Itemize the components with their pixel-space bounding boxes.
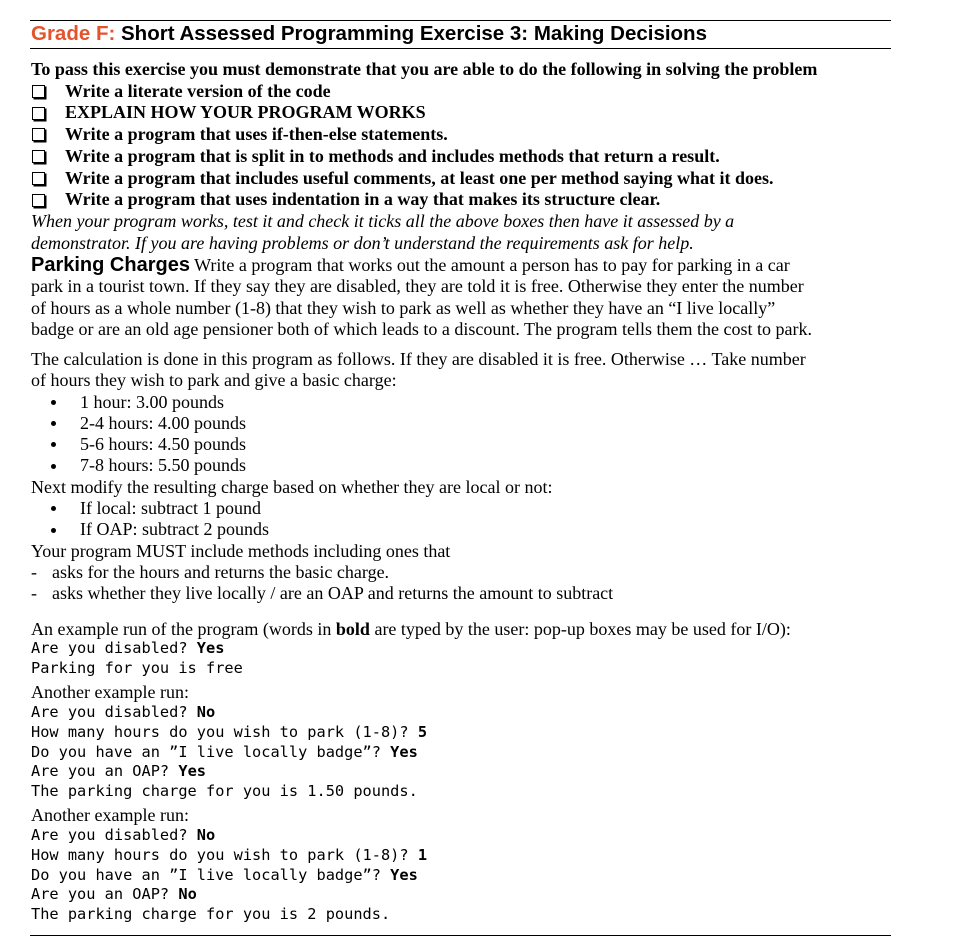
charge-item: 2-4 hours: 4.00 pounds [31,413,911,434]
charge-item: 5-6 hours: 4.50 pounds [31,434,911,455]
requirement-item: EXPLAIN HOW YOUR PROGRAM WORKS [31,102,911,124]
page-title [31,22,707,46]
checkbox-icon [32,128,45,141]
example-intro: An example run of the program (words in bold are typed by the user: pop-up boxes may be used for I/O): [31,619,791,639]
example-run-1: Are you disabled? Yes Parking for you is free [31,639,243,677]
grade-label: Grade F: [31,22,116,45]
requirements-intro: To pass this exercise you must demonstrate that you are able to do the following in solving the problem [31,59,818,79]
another-example-heading: Another example run: [31,682,189,702]
requirement-item: Write a program that uses if-then-else statements. [31,124,911,146]
requirement-item: Write a program that uses indentation in a way that makes its structure clear. [31,189,911,211]
requirement-item: Write a program that is split in to methods and includes methods that return a result. [31,146,911,168]
requirement-item: Write a program that includes useful comments, at least one per method saying what it does. [31,168,911,190]
example-run-3: Are you disabled? No How many hours do you wish to park (1-8)? 1 Do you have an ”I live locally badge”? Yes Are you an OAP? No The parking charge for you is 2 pounds. [31,826,428,924]
discount-item: If OAP: subtract 2 pounds [31,519,911,540]
calculation-section: The calculation is done in this program as follows. If they are disabled it is free. Otherwise … Take number of hours they wish to park and give a basic charge: 1 hour: 3.00 pounds 2-4 hours: 4.00 pounds 5-6 hours: 4.50 pounds 7-8 hours: 5.50 pounds Next modify the resulting charge based on whether they are local or not: If local: subtract 1 pound If OAP: subtract 2 pounds Your program MUST include methods including ones that - asks for the hours and returns the basic charge. - asks whether they live locally / are an OAP and returns the amount to subtract [31,349,911,605]
task-description: Parking Charges Write a program that works out the amount a person has to pay for parking in a car park in a tourist town. If they say they are disabled, they are told it is free. Otherwise they enter the number of hours as a whole number (1-8) that they wish to park as well as whether they have an “I live locally” badge or are an old age pensioner both of which leads to a discount. The program tells them the cost to park. [31,254,812,339]
dash-icon: - [31,561,37,582]
bullet-icon [51,528,56,533]
bullet-icon [51,506,56,511]
task-heading: Parking Charges [31,254,190,276]
method-item: - asks for the hours and returns the basic charge. [31,561,390,582]
example-run-2: Are you disabled? No How many hours do you wish to park (1-8)? 5 Do you have an ”I live locally badge”? Yes Are you an OAP? Yes The parking charge for you is 1.50 pounds. [31,703,428,801]
top-rule [30,20,891,21]
title-underline [30,48,891,49]
charge-item: 7-8 hours: 5.50 pounds [31,455,911,476]
title-text: Short Assessed Programming Exercise 3: Making Decisions [121,22,707,45]
checkbox-icon [32,107,45,120]
bullet-icon [51,442,56,447]
checkbox-icon [32,150,45,163]
dash-icon: - [31,583,37,604]
bullet-icon [51,421,56,426]
method-item: - asks whether they live locally / are an OAP and returns the amount to subtract [31,583,614,604]
another-example-heading: Another example run: [31,805,189,825]
checkbox-icon [32,85,45,98]
bullet-icon [51,400,56,405]
requirements-note: demonstrator. If you are having problems or don’t understand the requirements ask for help. [31,232,694,253]
requirements-section [31,59,911,254]
bottom-rule [30,935,891,936]
checkbox-icon [32,172,45,185]
discount-item: If local: subtract 1 pound [31,498,911,519]
requirements-note: When your program works, test it and check it ticks all the above boxes then have it assessed by a [31,210,735,231]
checkbox-icon [32,194,45,207]
bullet-icon [51,464,56,469]
requirement-item: Write a literate version of the code [31,81,911,103]
charge-item: 1 hour: 3.00 pounds [31,392,911,413]
